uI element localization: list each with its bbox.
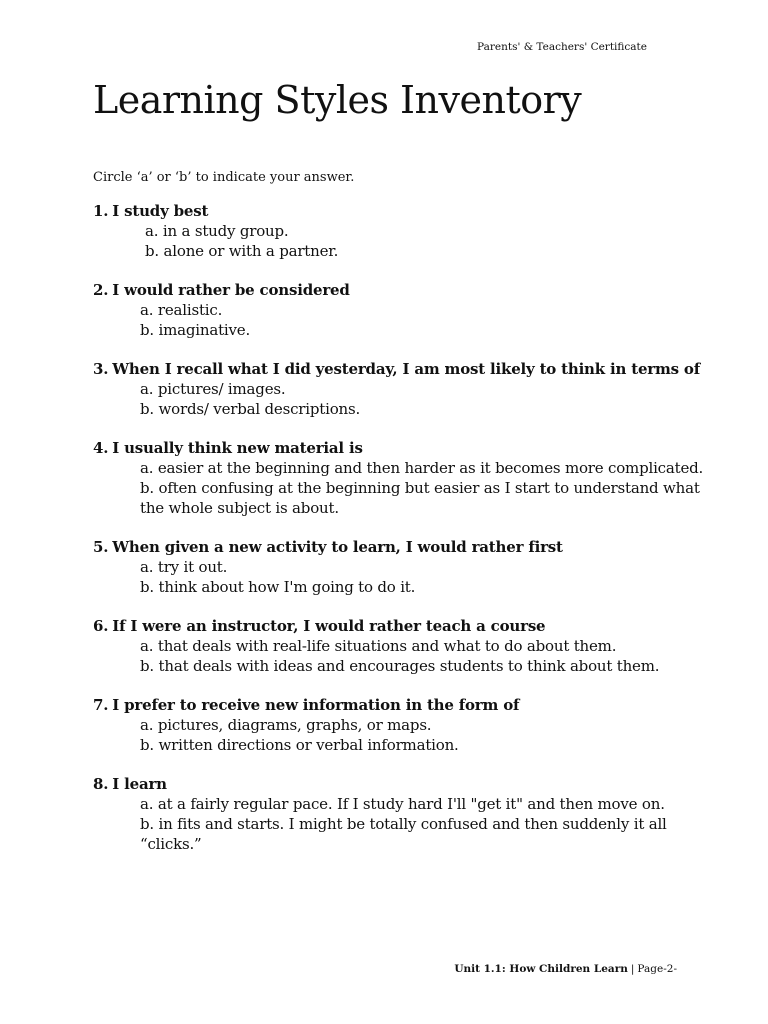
option-b: b. often confusing at the beginning but easier as I start to understand what the whole subject is about. [140,479,700,517]
question-prompt: When I recall what I did yesterday, I am most likely to think in terms of [112,360,700,378]
question-prompt: I usually think new material is [112,439,363,457]
option-b: b. think about how I'm going to do it. [140,578,416,596]
option-b: b. written directions or verbal information. [140,736,459,754]
option-a: a. realistic. [140,301,223,319]
question-3 [93,360,713,419]
question-text [93,538,713,557]
option-a: a. try it out. [140,558,228,576]
question-7 [93,696,713,755]
footer-unit: Unit 1.1: How Children Learn [454,963,628,975]
question-number: 2. [93,281,109,299]
option-b: b. words/ verbal descriptions. [140,400,361,418]
question-8 [93,775,713,854]
question-4 [93,439,713,518]
footer-separator: | [630,963,635,975]
page-footer [454,963,677,975]
question-number: 6. [93,617,109,635]
question-prompt: I study best [112,202,209,220]
option-a: a. in a study group. [145,222,289,240]
question-number: 5. [93,538,109,556]
question-number: 4. [93,439,109,457]
question-text [93,775,713,794]
footer-page-number: Page-2- [637,963,677,975]
option-b: b. that deals with ideas and encourages students to think about them. [140,657,660,675]
option-b: b. alone or with a partner. [145,242,339,260]
question-5 [93,538,713,597]
question-prompt: I prefer to receive new information in the form of [112,696,520,714]
option-a: a. pictures, diagrams, graphs, or maps. [140,716,432,734]
question-text [93,439,713,458]
option-b: b. in fits and starts. I might be totally confused and then suddenly it all “clicks.” [140,815,667,853]
question-prompt: If I were an instructor, I would rather teach a course [112,617,546,635]
option-a: a. pictures/ images. [140,380,286,398]
question-text [93,202,713,221]
option-a: a. at a fairly regular pace. If I study hard I'll "get it" and then move on. [140,795,665,813]
question-6 [93,617,713,676]
question-1 [93,202,713,261]
question-text [93,360,713,379]
question-prompt: When given a new activity to learn, I would rather first [112,538,563,556]
question-text [93,617,713,636]
instructions: Circle ‘a’ or ‘b’ to indicate your answer. [93,170,355,185]
header-certificate: Parents' & Teachers' Certificate [477,41,647,53]
question-number: 7. [93,696,109,714]
question-number: 1. [93,202,109,220]
option-a: a. that deals with real-life situations and what to do about them. [140,637,617,655]
question-prompt: I would rather be considered [112,281,350,299]
question-number: 8. [93,775,109,793]
question-text [93,696,713,715]
option-b: b. imaginative. [140,321,251,339]
question-list [93,202,713,874]
question-number: 3. [93,360,109,378]
page-title: Learning Styles Inventory [93,78,582,122]
question-text [93,281,713,300]
question-2 [93,281,713,340]
question-prompt: I learn [112,775,167,793]
option-a: a. easier at the beginning and then harder as it becomes more complicated. [140,459,704,477]
